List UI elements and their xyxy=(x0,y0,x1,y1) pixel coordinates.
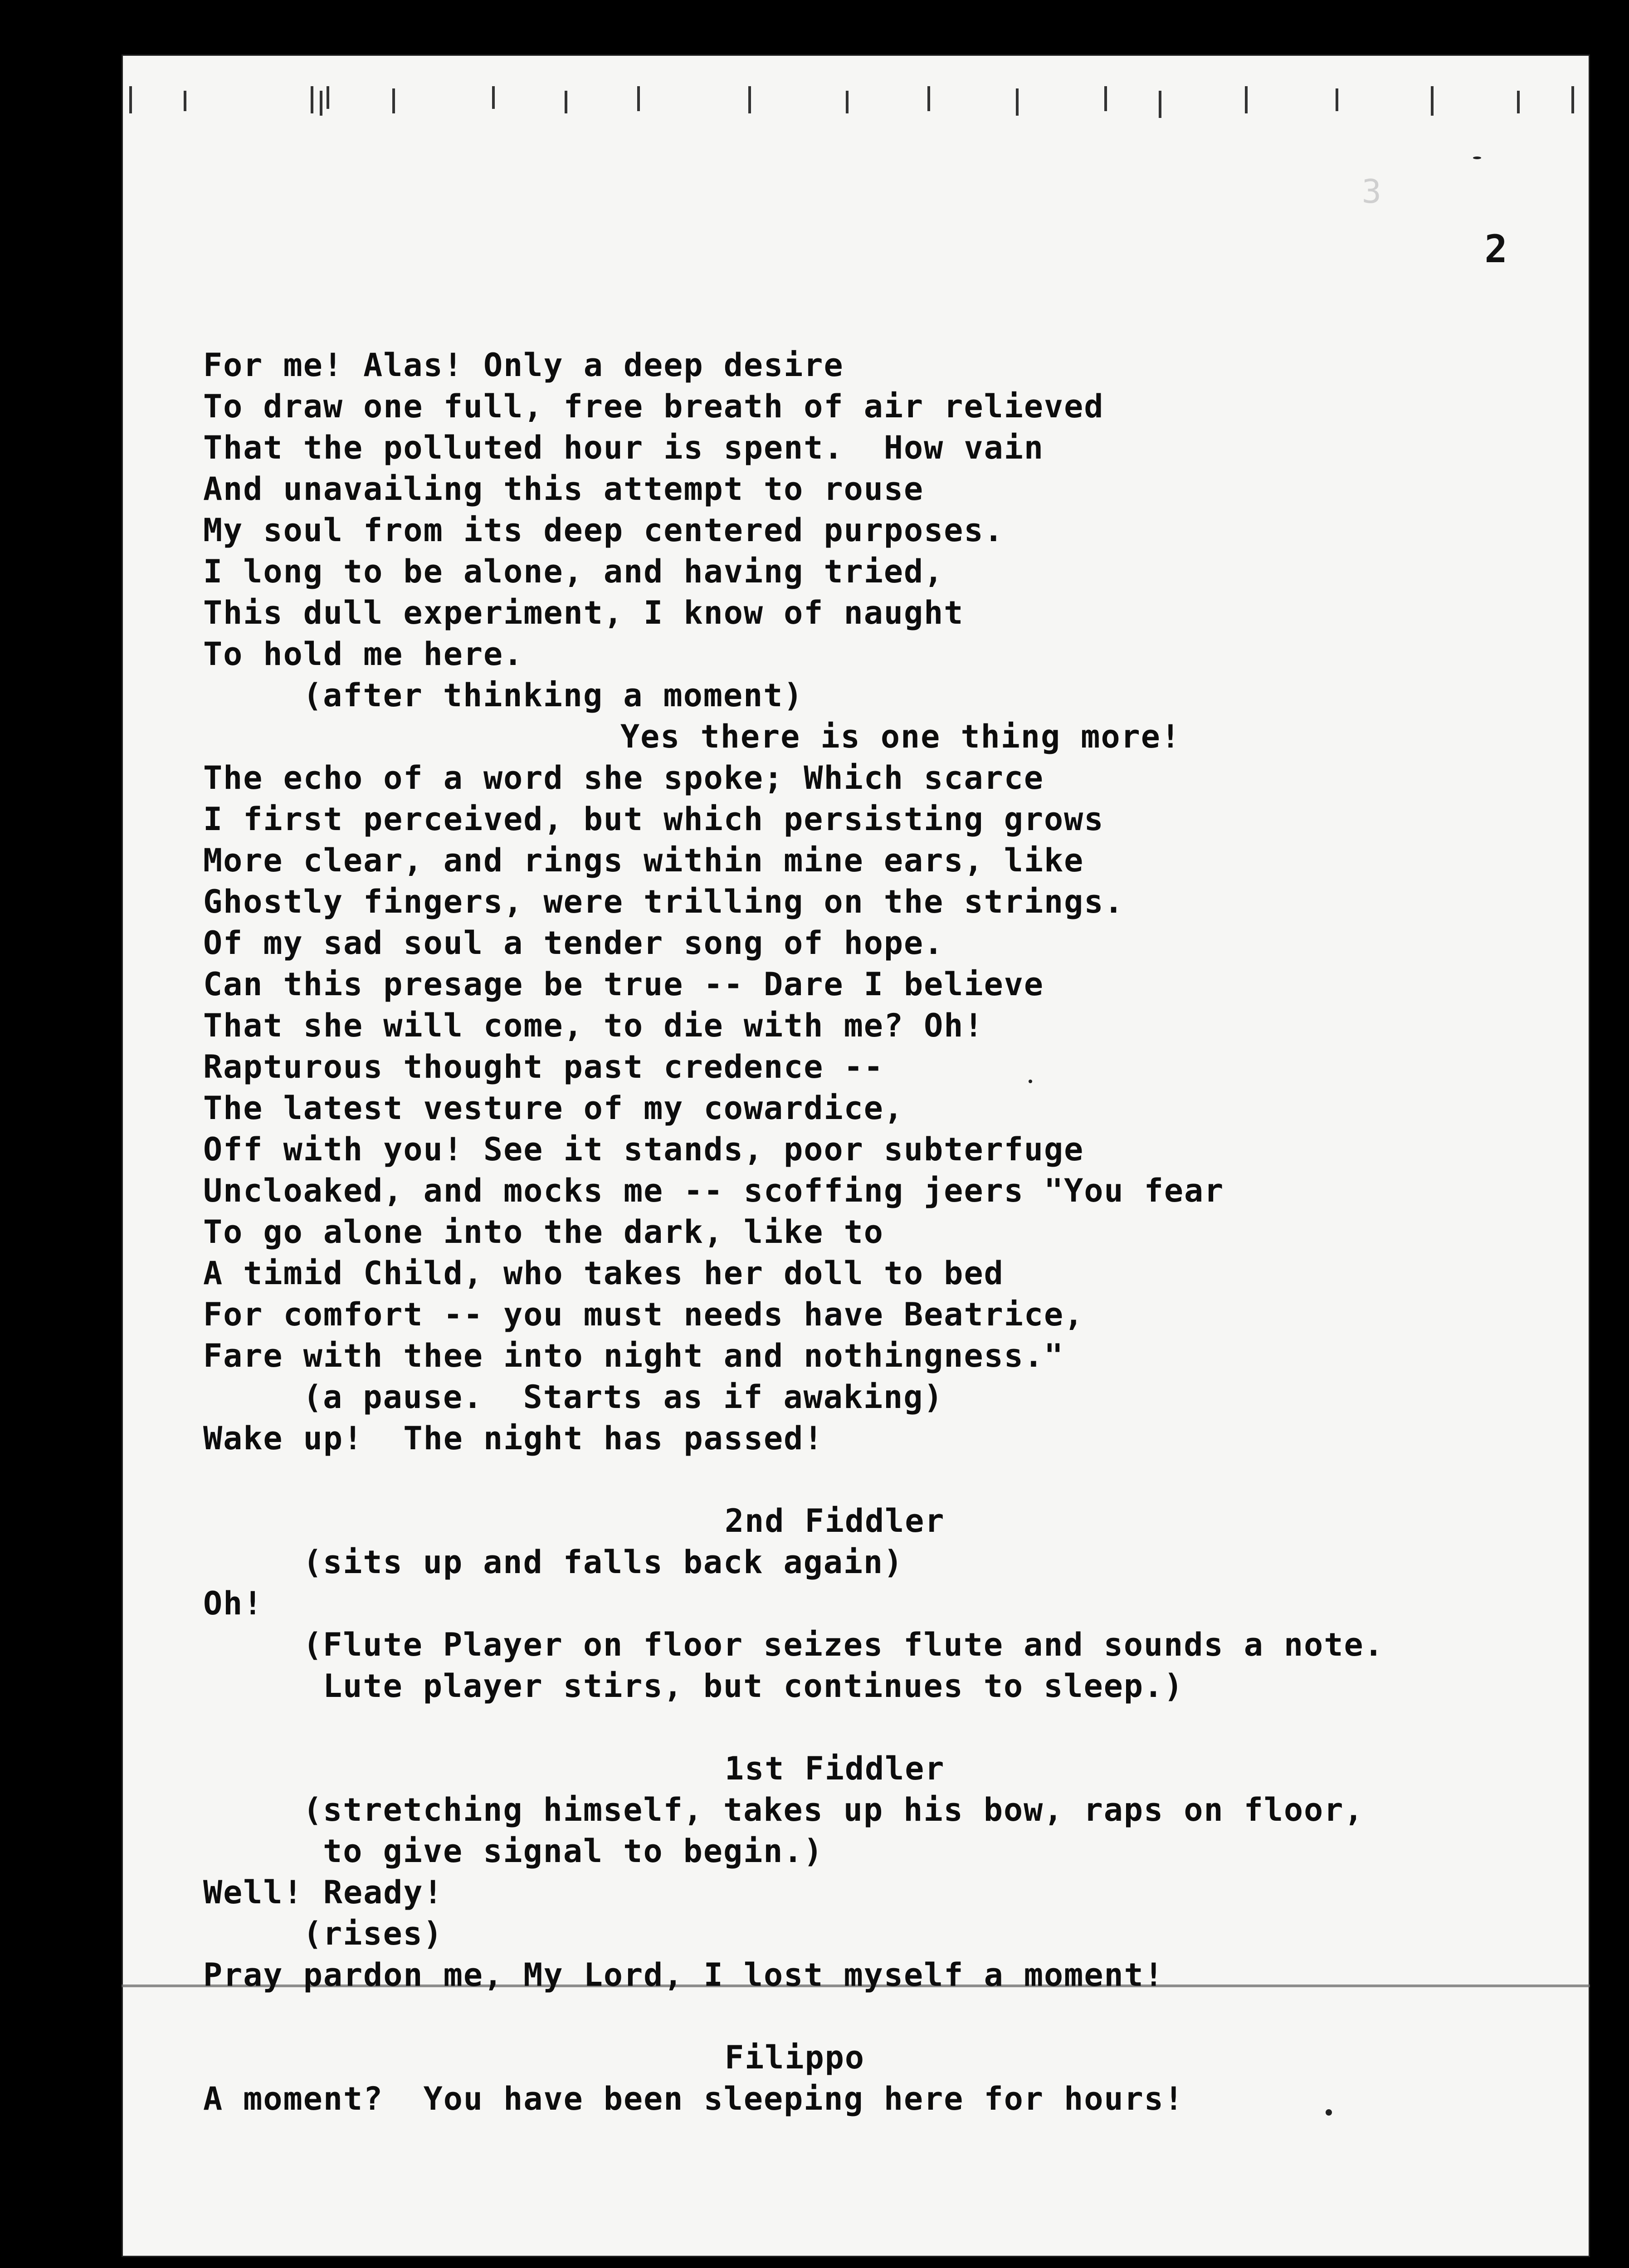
script-line: Filippo xyxy=(725,2039,865,2076)
script-line: Uncloaked, and mocks me -- scoffing jeers "You fear xyxy=(203,1172,1224,1209)
script-line: To go alone into the dark, like to xyxy=(203,1213,884,1251)
ink-speck xyxy=(1326,2109,1332,2116)
script-line: Can this presage be true -- Dare I believe xyxy=(203,966,1044,1003)
script-line: Wake up! The night has passed! xyxy=(203,1420,824,1457)
script-line: A timid Child, who takes her doll to bed xyxy=(203,1255,1004,1292)
typescript-page xyxy=(122,54,1590,2257)
blank-line xyxy=(203,1996,1518,2037)
script-line: Lute player stirs, but continues to sleep.) xyxy=(303,1667,1184,1705)
script-line: Ghostly fingers, were trilling on the strings. xyxy=(203,883,1124,920)
script-line: to give signal to begin.) xyxy=(303,1833,824,1870)
script-line: The echo of a word she spoke; Which scarce xyxy=(203,759,1044,797)
script-line: That the polluted hour is spent. How vain xyxy=(203,429,1044,466)
script-line: That she will come, to die with me? Oh! xyxy=(203,1007,984,1044)
page-number: 2 xyxy=(1484,227,1508,271)
script-line: (sits up and falls back again) xyxy=(303,1544,904,1581)
bleed-through-page-number: 3 xyxy=(1361,172,1381,210)
script-text xyxy=(203,345,1518,2120)
blank-line xyxy=(203,1459,1518,1501)
script-line: 2nd Fiddler xyxy=(725,1502,945,1540)
script-line: My soul from its deep centered purposes. xyxy=(203,512,1004,549)
script-line: I first perceived, but which persisting grows xyxy=(203,801,1104,838)
script-line: Well! Ready! xyxy=(203,1874,444,1911)
script-line: I long to be alone, and having tried, xyxy=(203,553,944,590)
ink-speck xyxy=(1029,1080,1032,1083)
script-line: The latest vesture of my cowardice, xyxy=(203,1090,904,1127)
script-line: Off with you! See it stands, poor subterfuge xyxy=(203,1131,1084,1168)
script-line: (after thinking a moment) xyxy=(303,677,804,714)
script-line: Fare with thee into night and nothingness." xyxy=(203,1337,1064,1374)
script-line: 1st Fiddler xyxy=(725,1750,945,1787)
script-line: (Flute Player on floor seizes flute and sounds a note. xyxy=(303,1626,1384,1663)
script-line: And unavailing this attempt to rouse xyxy=(203,470,924,508)
script-line: For comfort -- you must needs have Beatrice, xyxy=(203,1296,1084,1333)
script-line: For me! Alas! Only a deep desire xyxy=(203,347,844,384)
script-line: To draw one full, free breath of air relieved xyxy=(203,388,1104,425)
script-line: (rises) xyxy=(303,1915,444,1952)
script-line: Pray pardon me, My Lord, I lost myself a moment! xyxy=(203,1956,1164,1994)
script-line: (a pause. Starts as if awaking) xyxy=(303,1378,944,1416)
script-line: Rapturous thought past credence -- xyxy=(203,1048,884,1085)
script-line: Of my sad soul a tender song of hope. xyxy=(203,924,944,962)
script-line: More clear, and rings within mine ears, like xyxy=(203,842,1084,879)
script-line: (stretching himself, takes up his bow, raps on floor, xyxy=(303,1791,1364,1828)
ink-speck xyxy=(1473,156,1481,159)
script-line: Oh! xyxy=(203,1585,263,1622)
perforation-marks xyxy=(122,54,1590,127)
script-line: To hold me here. xyxy=(203,635,524,673)
script-line: This dull experiment, I know of naught xyxy=(203,594,964,631)
script-line: A moment? You have been sleeping here for hours! xyxy=(203,2080,1185,2117)
blank-line xyxy=(203,1707,1518,1748)
script-line: Yes there is one thing more! xyxy=(620,718,1181,755)
